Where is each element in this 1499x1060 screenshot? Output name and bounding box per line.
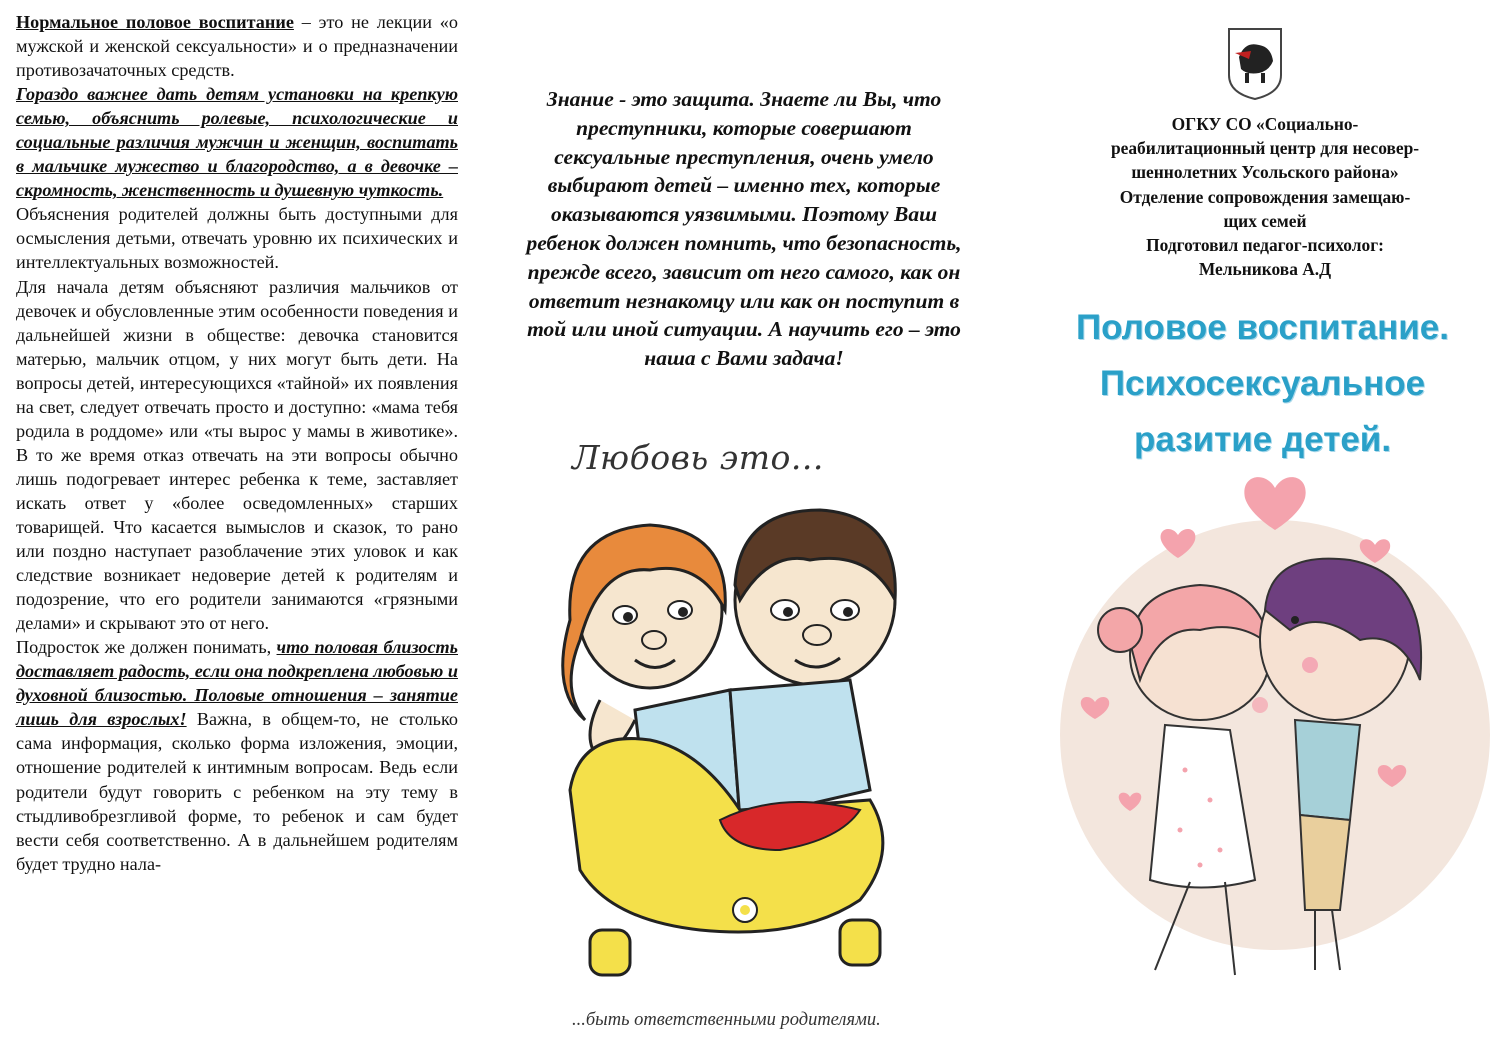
org-line: щих семей — [1223, 210, 1307, 231]
org-line: Отделение сопровождения замещаю- — [1119, 186, 1411, 207]
teenager-start: Подросток же должен понимать, — [16, 637, 277, 658]
teenager-emphasis: что половая близость доставляет радость, если она подкреплена любовью и духовной близостью. Половые отношения – занятие лишь для взрослых! — [16, 637, 458, 730]
title-line: Психосексуальное — [1099, 364, 1426, 403]
paragraph-explanations: Объяснения родителей должны быть доступными для осмысления детьми, отвечать уровню их психических и интеллектуальных возможностей. — [16, 204, 458, 273]
knowledge-quote: Знание - это защита. Знаете ли Вы, что преступники, которые совершают сексуальные преступления, очень умело выбирают детей – именно тех, которые оказываются уязвимыми. Поэтому Ваш ребенок должен помнить, что безопасность, прежде всего, зависит от него самого, как он ответит незнакомцу или как он поступит в той или иной ситуации. А научить его – это наша с Вами задача! — [526, 87, 962, 371]
brochure-title — [1030, 300, 1495, 468]
paragraph-differences: Для начала детям объясняют различия мальчиков от девочек и обусловленные этим особенности поведения и дальнейшей жизни в обществе: девочка становится матерью, мальчик отцом, у них могут быть дети. На вопросы детей, интересующихся «тайной» их появления на свет, следует отвечать просто и доступно: «мама тебя родила в роддоме» или «ты вырос у мамы в животике». В то же время отказ отвечать на эти вопросы обычно лишь подогревает интерес ребенка к теме, заставляет искать ответ у «более осведомленных» старших товарищей. Что касается вымыслов и сказок, то рано или поздно наступает разоблачение этих уловок и как следствие возникает недоверие детей к родителям и подозрение, что его родители занимаются «грязными делами» и скрывают это от него. — [16, 276, 458, 634]
coat-of-arms-icon — [1225, 27, 1285, 101]
title-line: Половое воспитание. — [1076, 308, 1449, 347]
teenager-rest: Важна, в общем-то, не столько сама информация, сколько форма изложения, эмоции, отношение родителей к интимным вопросам. Ведь если родители будут говорить с ребенком на эту тему в стыдливобрезгливой форме, то ребенок и сам будет вести себя соответственно. А в дальнейшем родителям будет трудно нала- — [16, 709, 458, 874]
paragraph-emphasis: Гораздо важнее дать детям установки на крепкую семью, объяснить ролевые, психологические и социальные различия мужчин и женщин, воспитать в мальчике мужество и благородство, а в девочке – скромность, женственность и душевную чуткость. — [16, 84, 458, 201]
left-column — [16, 10, 458, 876]
organization-block — [1050, 112, 1480, 281]
love-is-caption: ...быть ответственными родителями. — [572, 1010, 881, 1030]
paragraph-intro — [16, 10, 458, 82]
love-is-illustration — [540, 490, 950, 990]
org-line: ОГКУ СО «Социально- — [1171, 114, 1359, 134]
org-line: шеннолетних Усольского района» — [1131, 162, 1399, 183]
org-line: реабилитационный центр для несовер- — [1110, 138, 1420, 159]
love-is-title: Любовь это... — [572, 438, 824, 477]
org-line: Подготовил педагог-психолог: — [1146, 235, 1384, 256]
title-line: разитие детей. — [1133, 420, 1392, 459]
kissing-couple-illustration — [1060, 470, 1490, 1030]
paragraph-teenager — [16, 635, 458, 875]
intro-text: – это не лекции «о мужской и женской сексуальности» и о предназначении противозачаточных средств. — [16, 12, 458, 81]
intro-heading: Нормальное половое воспитание — [16, 12, 294, 32]
author-name: Мельникова А.Д — [1198, 259, 1332, 280]
